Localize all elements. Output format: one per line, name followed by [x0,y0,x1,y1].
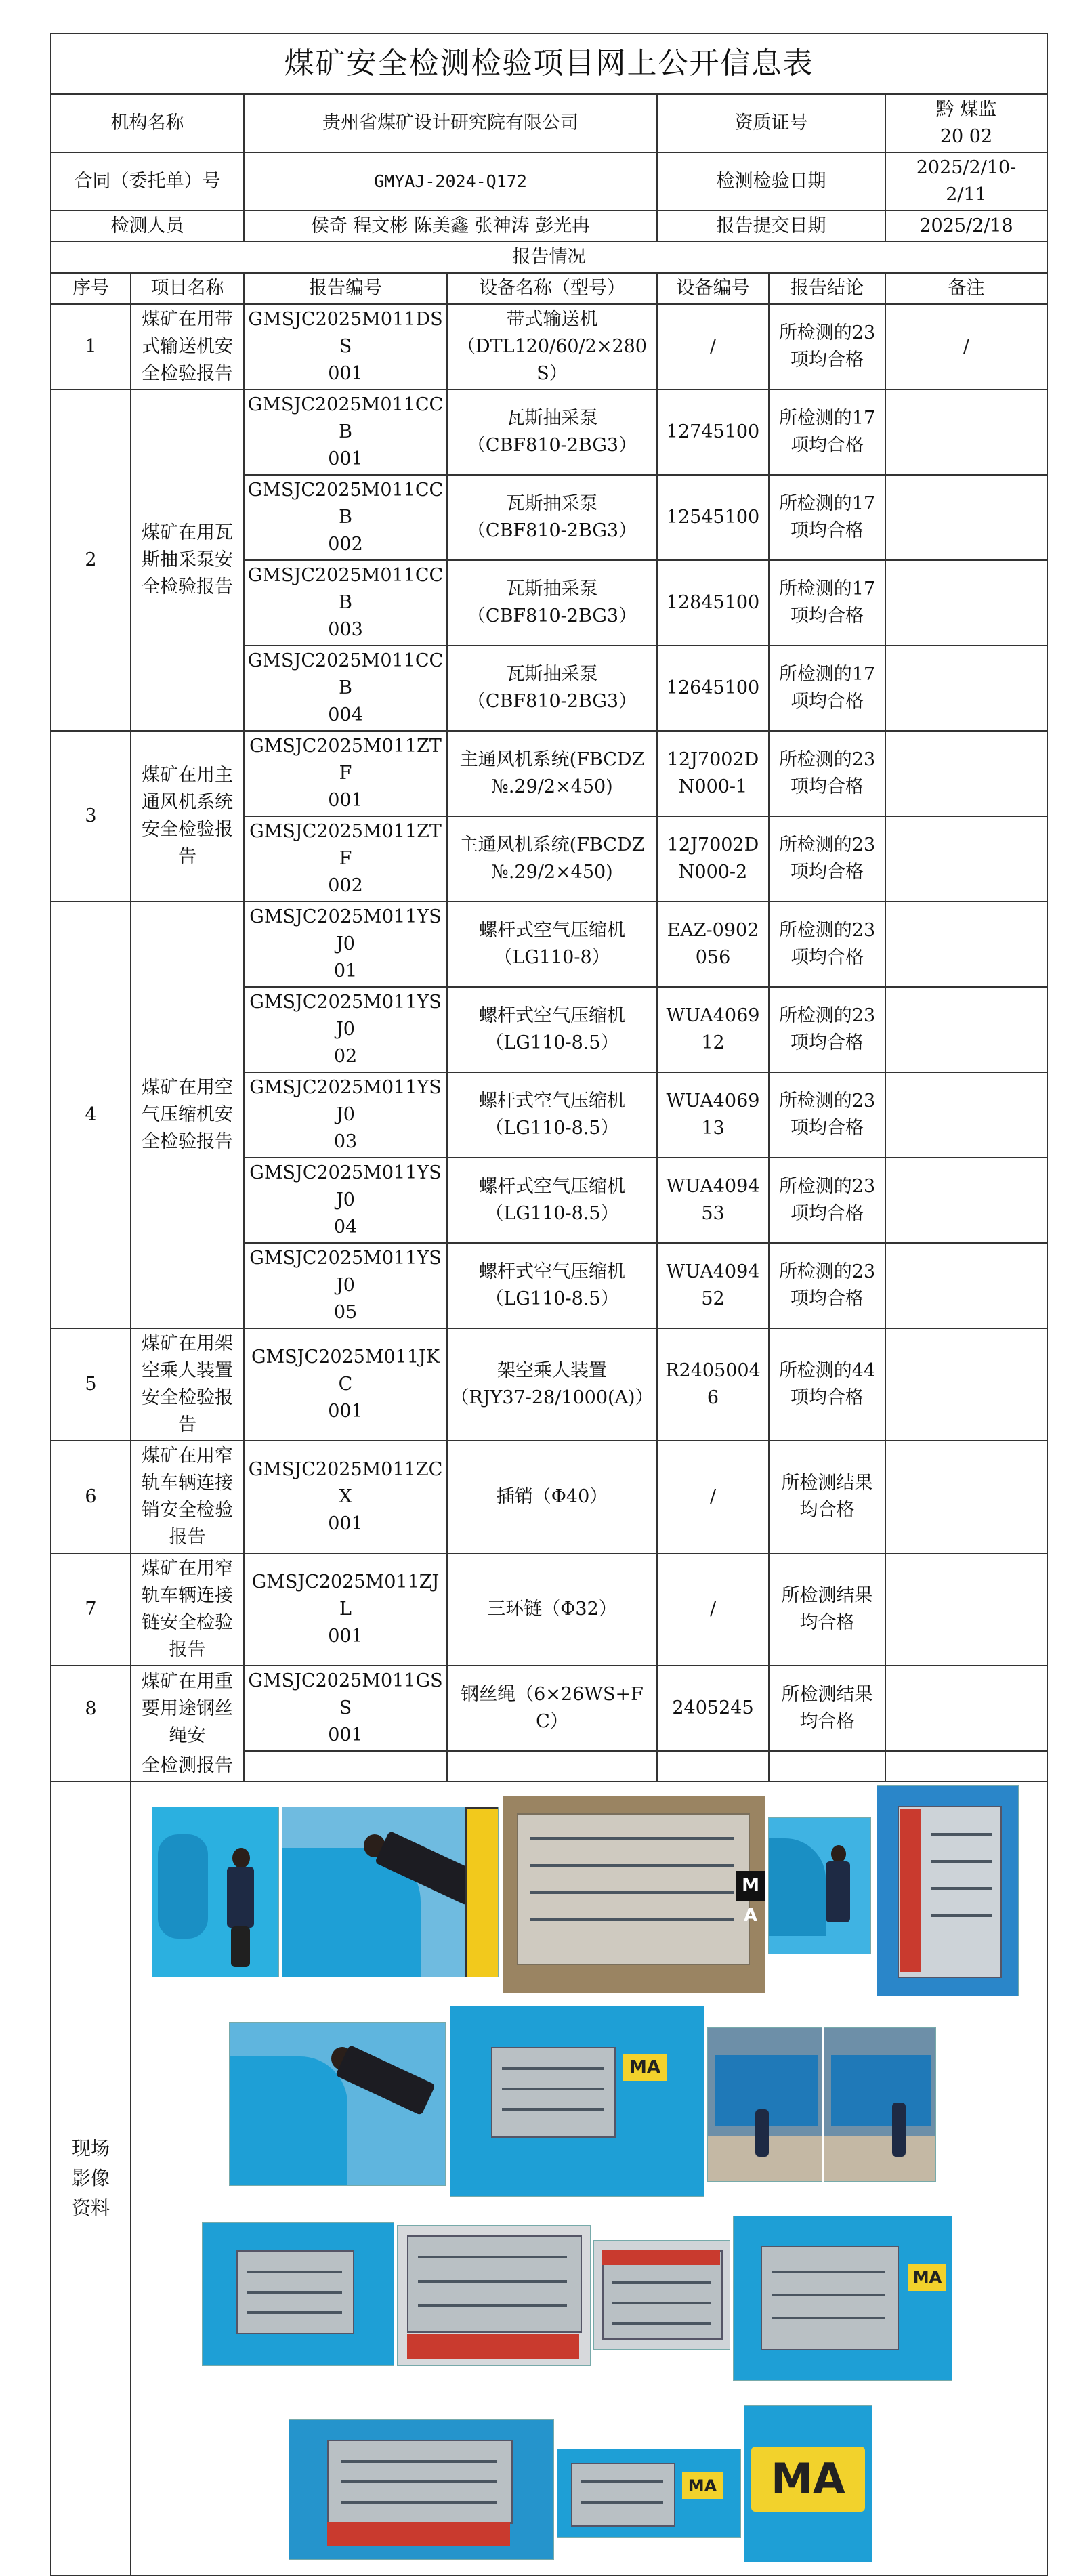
conclusion-line1: 所检测的23 [778,322,876,343]
note [885,1243,1047,1328]
photo-pump-inspector-4 [229,2022,446,2186]
project-name: 煤矿在用窄轨车辆连接链安全检验报告 [131,1553,244,1666]
device-serial [657,1441,769,1553]
device-name-line2: №.29/2×450) [491,776,613,797]
conclusion-line2: 项均合格 [791,1032,864,1053]
photo-pump-inspector-3 [768,1817,871,1954]
note [885,646,1047,731]
report-no-line1: GMSJC2025M011JKC [251,1347,440,1395]
device-name [447,475,657,560]
inspect-date-line2: 2/11 [946,184,987,205]
report-no-line1: GMSJC2025M011CCB [247,565,444,613]
device-serial [657,1553,769,1666]
conclusion-line2: 项均合格 [791,691,864,712]
col-header-no: 序号 [51,273,131,304]
device-name-line2: （LG110-8.5） [485,1203,619,1224]
staff-label: 检测人员 [51,211,244,242]
conclusion [769,816,885,902]
report-no-line2: 003 [328,619,363,640]
report-no-line1: GMSJC2025M011YSJ0 [249,1248,442,1296]
report-no-line2: 05 [333,1302,358,1323]
device-name [447,646,657,731]
conclusion-line2: 项均合格 [791,862,864,883]
device-serial [657,1072,769,1158]
device-serial [657,902,769,987]
report-no-line1: GMSJC2025M011ZJL [251,1571,440,1620]
note: / [885,304,1047,389]
conclusion-line2: 项均合格 [791,1118,864,1139]
device-serial-line1: 12745100 [666,421,760,442]
device-serial [657,646,769,731]
conclusion-line2: 均合格 [799,1612,855,1633]
device-name-line2: （CBF810-2BG3） [467,435,637,456]
device-serial-line1: WUA4094 [666,1261,760,1282]
note [885,1666,1047,1751]
conclusion-line2: 项均合格 [791,1288,864,1309]
note [885,731,1047,816]
info-table [50,33,1048,2576]
conclusion [769,987,885,1072]
photo-nameplate-renao-3 [593,2240,730,2350]
report-no [244,1553,447,1666]
report-no-line2: 02 [333,1046,358,1067]
report-no [244,304,447,389]
photo-nameplate-renao-2 [397,2225,591,2366]
note [885,389,1047,475]
note [885,1072,1047,1158]
device-name-line2: （DTL120/60/2×280S） [457,336,647,384]
device-serial-line1: WUA4094 [666,1176,760,1197]
ma-mark: MA [736,1871,765,1901]
device-serial-line1: 12645100 [666,677,760,698]
report-no-line2: 04 [333,1217,358,1238]
device-name [447,1441,657,1553]
table-row [51,1441,1047,1553]
staff-value: 侯奇 程文彬 陈美鑫 张神涛 彭光冉 [244,211,657,242]
device-name-line2: （CBF810-2BG3） [467,520,637,541]
conclusion-line1: 所检测的23 [778,749,876,770]
conclusion-line1: 所检测的17 [778,493,876,514]
device-name [447,304,657,389]
device-serial-line1: EAZ-0902 [667,920,759,941]
project-name: 煤矿在用架空乘人装置安全检验报告 [131,1328,244,1441]
photo-ma-badge [744,2405,872,2562]
tail-cell-device [447,1751,657,1781]
conclusion [769,1243,885,1328]
contract-value: GMYAJ-2024-Q172 [244,152,657,211]
project-name: 煤矿在用重要用途钢丝绳安 [131,1666,244,1751]
device-name-line2: （LG110-8.5） [485,1032,619,1053]
conclusion [769,1328,885,1441]
photo-nameplate-renao-1 [877,1785,1019,1996]
project-name: 煤矿在用瓦斯抽采泵安全检验报告 [131,389,244,731]
col-header-conclusion: 报告结论 [769,273,885,304]
device-name-line1: 螺杆式空气压缩机 [479,920,625,941]
inspect-date-label: 检测检验日期 [657,152,885,211]
photo-nameplate-red [289,2419,554,2560]
device-serial [657,1328,769,1441]
photo-gallery [131,1781,1047,2575]
column-header-row [51,273,1047,304]
tail-cell-conclusion [769,1751,885,1781]
report-no-line2: 001 [328,790,363,811]
report-no-line2: 001 [328,1626,363,1647]
tail-cell-report [244,1751,447,1781]
col-header-name: 项目名称 [131,273,244,304]
photo-nameplate-rusty [503,1796,765,1993]
report-no-line2: 002 [328,534,363,555]
conclusion-line1: 所检测的23 [778,920,876,941]
device-serial [657,731,769,816]
conclusion-line1: 所检测的17 [778,664,876,685]
note [885,1158,1047,1243]
device-name-line1: 主通风机系统(FBCDZ [459,749,645,770]
device-serial [657,987,769,1072]
conclusion-line1: 所检测的23 [778,1261,876,1282]
device-serial-line1: / [709,1599,717,1620]
tail-cell-no [51,1751,131,1781]
conclusion-line1: 所检测的17 [778,578,876,599]
conclusion [769,304,885,389]
conclusion-line2: 项均合格 [791,350,864,371]
device-name-line2: （RJY37-28/1000(A)） [450,1387,654,1408]
tail-cell-note [885,1751,1047,1781]
device-name [447,1553,657,1666]
row-no: 3 [51,731,131,902]
conclusion-line2: 均合格 [799,1500,855,1521]
conclusion [769,731,885,816]
report-no-line2: 002 [328,875,363,896]
conclusion [769,1441,885,1553]
project-name: 煤矿在用带式输送机安全检验报告 [131,304,244,389]
conclusion [769,1158,885,1243]
row-no: 1 [51,304,131,389]
report-no-line1: GMSJC2025M011ZCX [248,1459,443,1507]
conclusion-line1: 所检测的23 [778,835,876,856]
row-no: 6 [51,1441,131,1553]
report-no-line2: 01 [333,960,358,981]
conclusion-line2: 项均合格 [791,520,864,541]
report-no-line2: 001 [328,1401,363,1422]
device-name [447,902,657,987]
photo-nameplate-ma-2 [733,2216,952,2381]
device-name [447,1666,657,1751]
conclusion-line1: 所检测的23 [778,1091,876,1112]
report-no-line2: 001 [328,1513,363,1534]
submit-date-value: 2025/2/18 [885,211,1047,242]
device-name [447,731,657,816]
device-name-line2: （LG110-8） [494,947,610,968]
device-name-line1: 瓦斯抽采泵 [506,578,598,599]
note [885,1441,1047,1553]
device-serial-line2: N000-2 [678,862,748,883]
page-title: 煤矿安全检测检验项目网上公开信息表 [51,33,1047,94]
device-name-line1: 瓦斯抽采泵 [506,408,598,429]
report-no-line1: GMSJC2025M011YSJ0 [249,1162,442,1210]
device-name-line1: 主通风机系统(FBCDZ [459,835,645,856]
device-name [447,816,657,902]
device-name-line2: （LG110-8.5） [485,1118,619,1139]
device-serial-line1: 12J7002D [667,835,759,856]
report-no-line1: GMSJC2025M011YSJ0 [249,906,442,954]
device-serial-line2: 056 [695,947,731,968]
device-name-line1: 瓦斯抽采泵 [506,664,598,685]
report-no-line1: GMSJC2025M011CCB [247,480,444,528]
device-name-line1: 插销（Φ40） [496,1486,608,1507]
device-serial [657,560,769,646]
table-row [51,731,1047,816]
device-name-line1: 螺杆式空气压缩机 [479,1261,625,1282]
report-no-line1: GMSJC2025M011CCB [247,650,444,698]
device-name-line1: 螺杆式空气压缩机 [479,1005,625,1026]
device-serial-line1: WUA4069 [666,1091,760,1112]
ma-mark: MA [623,2054,667,2081]
conclusion [769,646,885,731]
conclusion [769,1072,885,1158]
report-no [244,987,447,1072]
device-name-line2: （CBF810-2BG3） [467,691,637,712]
device-name-line2: №.29/2×450) [491,862,613,883]
photo-pump-inspector-2 [282,1807,499,1977]
report-no [244,389,447,475]
conclusion-line1: 所检测结果 [781,1684,873,1705]
contract-label: 合同（委托单）号 [51,152,244,211]
report-section-label: 报告情况 [51,242,1047,273]
device-serial [657,475,769,560]
device-serial-line1: 12545100 [666,507,760,528]
device-serial-line1: WUA4069 [666,1005,760,1026]
report-no-line2: 001 [328,363,363,384]
conclusion [769,475,885,560]
report-no-line1: GMSJC2025M011ZTF [249,736,442,784]
inspect-date-value [885,152,1047,211]
report-no [244,1158,447,1243]
device-serial-line2: 52 [701,1288,725,1309]
conclusion-line2: 项均合格 [791,776,864,797]
ma-mark: MA [751,2447,865,2512]
device-serial-line1: 12J7002D [667,749,759,770]
device-name [447,1072,657,1158]
note [885,987,1047,1072]
device-name-line1: 三环链（Φ32） [487,1599,617,1620]
project-name: 煤矿在用主通风机系统安全检验报告 [131,731,244,902]
photo-pump-room-2 [824,2027,936,2182]
row-no: 2 [51,389,131,731]
org-label: 机构名称 [51,94,244,152]
table-row [51,902,1047,987]
report-no-line2: 004 [328,704,363,725]
device-name-line1: 架空乘人装置 [497,1360,607,1381]
report-no [244,816,447,902]
report-no [244,731,447,816]
conclusion [769,389,885,475]
conclusion-line1: 所检测结果 [781,1585,873,1606]
report-no [244,902,447,987]
photo-pump-room-1 [707,2027,822,2182]
conclusion-line2: 均合格 [799,1711,855,1732]
photo-nameplate-2 [202,2222,394,2366]
report-no [244,475,447,560]
note [885,902,1047,987]
report-no-line2: 03 [333,1131,358,1152]
conclusion-line2: 项均合格 [791,1203,864,1224]
device-name-line1: 螺杆式空气压缩机 [479,1091,625,1112]
conclusion-line1: 所检测的44 [778,1360,876,1381]
report-no [244,1441,447,1553]
conclusion-line2: 项均合格 [791,435,864,456]
col-header-note: 备注 [885,273,1047,304]
device-serial [657,1158,769,1243]
device-name-line1: 螺杆式空气压缩机 [479,1176,625,1197]
device-serial-line2: 53 [701,1203,725,1224]
report-no [244,1072,447,1158]
photo-pump-inspector-1 [152,1807,279,1977]
device-name-line2: （CBF810-2BG3） [467,606,637,627]
device-name [447,560,657,646]
device-serial [657,304,769,389]
report-no [244,646,447,731]
row-no: 4 [51,902,131,1328]
report-no-line1: GMSJC2025M011GSS [248,1670,443,1718]
tail-cell-serial [657,1751,769,1781]
device-name-line2: （LG110-8.5） [485,1288,619,1309]
report-no [244,1666,447,1751]
cert-value-line1: 黔 煤监 [935,99,997,120]
device-name [447,1328,657,1441]
col-header-serial: 设备编号 [657,273,769,304]
org-value: 贵州省煤矿设计研究院有限公司 [244,94,657,152]
device-serial-line1: 2405245 [672,1697,754,1718]
report-no-line1: GMSJC2025M011CCB [247,394,444,442]
device-name [447,1243,657,1328]
photo-nameplate-ma-1 [450,2006,704,2197]
report-no [244,1243,447,1328]
note [885,560,1047,646]
cert-value-line2: 20 02 [940,126,993,147]
cert-label: 资质证号 [657,94,885,152]
cert-value [885,94,1047,152]
report-no-line2: 001 [328,448,363,469]
device-serial-line2: N000-1 [678,776,748,797]
device-serial-line2: 12 [701,1032,725,1053]
conclusion-line2: 项均合格 [791,1387,864,1408]
table-row [51,389,1047,475]
report-no [244,560,447,646]
row-no: 8 [51,1666,131,1751]
table-row [51,1553,1047,1666]
conclusion-line1: 所检测的17 [778,408,876,429]
device-serial [657,1666,769,1751]
table-row [51,304,1047,389]
conclusion-line1: 所检测的23 [778,1005,876,1026]
device-serial-line1: R24050046 [665,1360,761,1408]
col-header-device: 设备名称（型号） [447,273,657,304]
col-header-report-no: 报告编号 [244,273,447,304]
photos-label [51,1781,131,2575]
device-serial [657,1243,769,1328]
report-no-line1: GMSJC2025M011ZTF [249,821,442,869]
conclusion [769,902,885,987]
device-name [447,1158,657,1243]
conclusion-line2: 项均合格 [791,606,864,627]
inspect-date-line1: 2025/2/10- [916,157,1017,178]
device-serial-line1: / [709,336,717,357]
note [885,1553,1047,1666]
device-name-line1: 瓦斯抽采泵 [506,493,598,514]
device-name [447,389,657,475]
info-sheet [50,33,1047,2576]
report-no [244,1328,447,1441]
row-no: 7 [51,1553,131,1666]
report-no-line1: GMSJC2025M011YSJ0 [249,1077,442,1125]
row-no: 5 [51,1328,131,1441]
project-name: 煤矿在用窄轨车辆连接销安全检验报告 [131,1441,244,1553]
note [885,1328,1047,1441]
device-name [447,987,657,1072]
conclusion-line1: 所检测结果 [781,1473,873,1494]
device-serial [657,389,769,475]
device-serial-line2: 13 [701,1118,725,1139]
device-name-line1: 带式输送机 [506,309,598,330]
conclusion [769,1553,885,1666]
conclusion [769,1666,885,1751]
photos-label-text: 现场影像资料 [71,2137,110,2219]
submit-date-label: 报告提交日期 [657,211,885,242]
group8-name-tail: 全检测报告 [131,1751,244,1781]
ma-mark: MA [682,2472,723,2499]
conclusion-line1: 所检测的23 [778,1176,876,1197]
project-name: 煤矿在用空气压缩机安全检验报告 [131,902,244,1328]
note [885,475,1047,560]
photo-nameplate-ma-3 [557,2449,741,2538]
table-row [51,1666,1047,1751]
ma-mark: MA [908,2264,946,2291]
report-no-line1: GMSJC2025M011YSJ0 [249,992,442,1040]
conclusion-line2: 项均合格 [791,947,864,968]
device-serial-line1: / [709,1486,717,1507]
table-row [51,1328,1047,1441]
conclusion [769,560,885,646]
device-name-line1: 钢丝绳（6×26WS+FC） [461,1684,644,1732]
report-no-line2: 001 [328,1725,363,1746]
device-serial [657,816,769,902]
report-no-line1: GMSJC2025M011DSS [248,309,443,357]
note [885,816,1047,902]
device-serial-line1: 12845100 [666,592,760,613]
